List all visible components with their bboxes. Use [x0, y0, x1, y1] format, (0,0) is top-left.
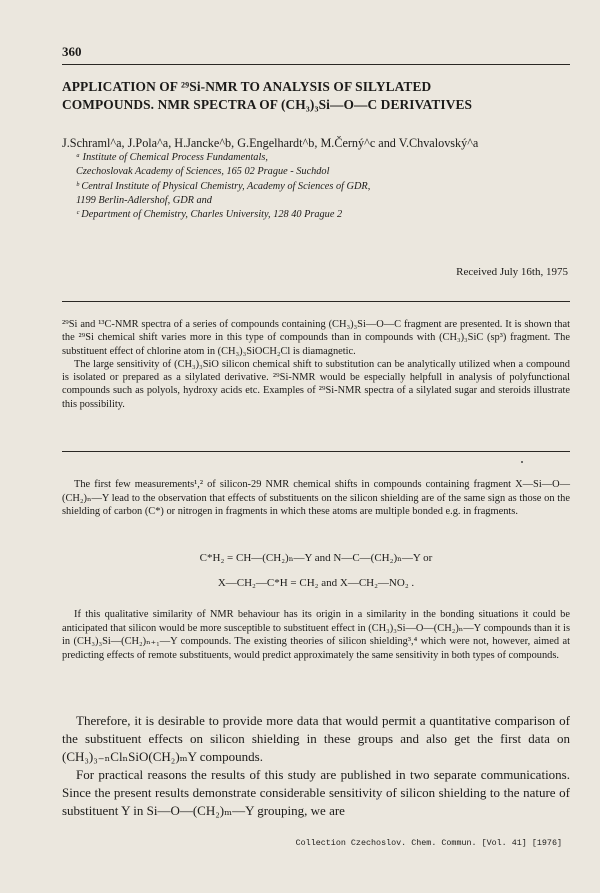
journal-footer: Collection Czechoslov. Chem. Commun. [Vol. 41] [1976]: [295, 838, 562, 848]
abstract-paragraph-1: ²⁹Si and ¹³C-NMR spectra of a series of compounds containing (CH₃)₃Si—O—C fragment are presented. It is shown that the ²⁹Si chemical shift varies more in this type of compounds than in compounds with (CH₃)₃SiC (sp³) fragment. The substituent effect of chlorine atom in (CH₃)₃SiOCH₂Cl is diamagnetic.: [62, 319, 570, 357]
body-large-text: [62, 712, 570, 820]
affiliation-line: ᶜ Department of Chemistry, Charles University, 128 40 Prague 2: [76, 209, 343, 221]
body-paragraph-4: For practical reasons the results of this study are published in two separate communications. Since the present results demonstrate considerable sensitivity of silicon shielding to the nature of substituent Y in Si—O—(CH₂)ₘ—Y grouping, we are: [62, 767, 570, 818]
author-list: J.Schraml^a, J.Pola^a, H.Jancke^b, G.Engelhardt^b, M.Černý^c and V.Chvalovský^a: [62, 136, 479, 150]
body-text: The first few measurements¹,² of silicon-29 NMR chemical shifts in compounds containing fragment X—Si—O—(CH₂)ₙ—Y lead to the observation that effects of substituents on the silicon shielding are of the same sign as those on the shielding of carbon (C*) or nitrogen in fragments in which these atoms are multiple bonded e.g. in fragments.: [62, 479, 570, 517]
formula-line-2: X—CH₂—C*H = CH₂ and X—CH₂—NO₂ .: [217, 577, 415, 589]
formula-line-1: C*H₂ = CH—(CH₂)ₙ—Y and N—C—(CH₂)ₙ—Y or: [199, 552, 433, 564]
page-number: 360: [62, 44, 82, 59]
abstract-bottom-rule: [62, 451, 570, 452]
title-line-1: APPLICATION OF ²⁹Si-NMR TO ANALYSIS OF SILYLATED: [62, 79, 432, 94]
affiliation-line: ᵃ Institute of Chemical Process Fundamentals,: [76, 152, 268, 163]
header-rule: [62, 64, 570, 65]
affiliation-line: Czechoslovak Academy of Sciences, 165 02 Prague - Suchdol: [76, 166, 330, 178]
body-paragraph-3: Therefore, it is desirable to provide more data that would permit a quantitative comparison of the substituent effects on silicon shielding in these groups and also get the first data on (CH₃)₃₋ₙClₙSiO(CH₂)ₘY compounds.: [62, 713, 570, 764]
body-paragraph-1: [62, 478, 570, 519]
received-date: Received July 16th, 1975: [456, 266, 568, 278]
body-paragraph-2: [62, 608, 570, 662]
abstract-paragraph-2: The large sensitivity of (CH₃)₃SiO silicon chemical shift to substitution can be analytically utilized when a compound is isolated or prepared as a silylated derivative. ²⁹Si-NMR would be especially helpfull in analysis of polyfunctional compounds such as polyols, hydroxy acids etc. Examples of ²⁹Si-NMR spectra of a silylated sugar and steroids illustrate this possibility.: [62, 358, 570, 410]
body-text: If this qualitative similarity of NMR behaviour has its origin in a similarity in the bonding situations it could be anticipated that silicon would be more susceptible to substituent effect in (CH₃)₃Si—O—(CH₂)ₙ—Y compounds than it is in (CH₃)₃Si—(CH₂)ₙ₊₁—Y compounds. The existing theories of silicon shielding³,⁴ which were not, however, aimed at predicting effects of remote substituents, would predict approximately the same sensitivity in both types of compounds.: [62, 609, 570, 661]
affiliations: [76, 151, 576, 222]
abstract: [62, 318, 570, 411]
affiliation-line: 1199 Berlin-Adlershof, GDR and: [76, 194, 212, 206]
print-speck: [521, 461, 523, 463]
affiliation-line: ᵇ Central Institute of Physical Chemistry, Academy of Sciences of GDR,: [76, 180, 371, 192]
abstract-top-rule: [62, 301, 570, 302]
article-title: [62, 78, 570, 114]
title-line-2: COMPOUNDS. NMR SPECTRA OF (CH₃)₃Si—O—C DERIVATIVES: [62, 97, 473, 112]
